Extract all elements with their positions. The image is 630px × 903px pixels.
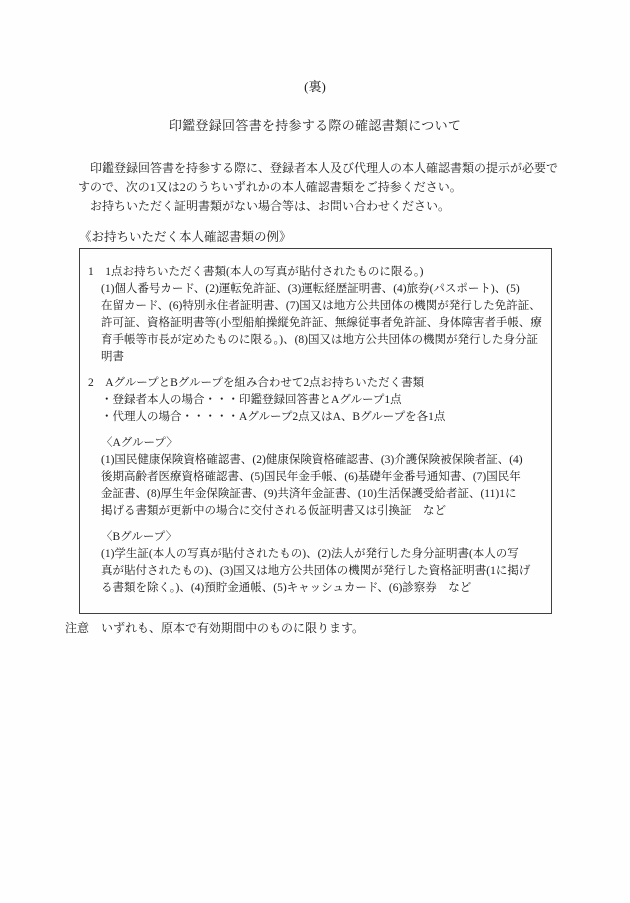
group-a-line: 掲げる書類が更新中の場合に交付される仮証明書又は引換証 など: [101, 505, 446, 517]
group-b-line: る書類を除く。)、(4)預貯金通帳、(5)キャッシュカード、(6)診察券 など: [101, 582, 472, 594]
group-b-heading: 〈Bグループ〉: [101, 531, 178, 543]
group-b-line: (1)学生証(本人の写真が貼付されたもの)、(2)法人が発行した身分証明書(本人の写: [101, 548, 519, 560]
intro-line: お持ちいただく証明書類がない場合等は、お問い合わせください。: [78, 199, 451, 213]
intro-line: 印鑑登録回答書を持参する際に、登録者本人及び代理人の本人確認書類の提示が必要で: [78, 161, 559, 175]
item-1-line: 在留カード、(6)特別永住者証明書、(7)国又は地方公共団体の機関が発行した免許証、: [101, 300, 541, 312]
bullet-proxy: ・代理人の場合・・・・・Aグループ2点又はA、Bグループを各1点: [101, 411, 446, 423]
bullet-registrant: ・登録者本人の場合・・・印鑑登録回答書とAグループ1点: [101, 394, 402, 406]
intro-paragraph: [78, 159, 558, 216]
group-b-line: 真が貼付されたもの)、(3)国又は地方公共団体の機関が発行した資格証明書(1に掲げ: [101, 565, 531, 577]
examples-heading: 《お持ちいただく本人確認書類の例》: [79, 230, 292, 244]
item-1-line: 明書: [101, 351, 124, 363]
item-1-heading: 1 1点お持ちいただく書類(本人の写真が貼付されたものに限る。): [88, 266, 424, 278]
id-documents-box: [79, 248, 552, 614]
item-2-heading: 2 AグループとBグループを組み合わせて2点お持ちいただく書類: [88, 377, 425, 389]
item-1-line: 育手帳等市長が定めたものに限る。)、(8)国又は地方公共団体の機関が発行した身分証: [101, 334, 538, 346]
group-a-heading: 〈Aグループ〉: [101, 437, 178, 449]
blank-line: [80, 520, 551, 529]
item-1-line: 許可証、資格証明書等(小型船舶操縦免許証、無線従事者免許証、身体障害者手帳、療: [101, 317, 542, 329]
group-a-line: (1)国民健康保険資格確認書、(2)健康保険資格確認書、(3)介護保険被保険者証、(4): [101, 454, 523, 466]
item-1-line: (1)個人番号カード、(2)運転免許証、(3)運転経歴証明書、(4)旅券(パスポート)、(5): [101, 283, 520, 295]
page-side-label: (裏): [304, 79, 326, 94]
group-a-line: 金証書、(8)厚生年金保険証書、(9)共済年金証書、(10)生活保護受給者証、(11)1に: [101, 488, 517, 500]
intro-line: すので、次の1又は2のうちいずれかの本人確認書類をご持参ください。: [78, 180, 462, 194]
document-title: 印鑑登録回答書を持参する際の確認書類について: [168, 118, 462, 133]
blank-line: [80, 366, 551, 375]
group-a-line: 後期高齢者医療資格確認書、(5)国民年金手帳、(6)基礎年金番号通知書、(7)国民年: [101, 471, 521, 483]
note-line: 注意 いずれも、原本で有効期間中のものに限ります。: [65, 621, 365, 635]
blank-line: [80, 426, 551, 435]
